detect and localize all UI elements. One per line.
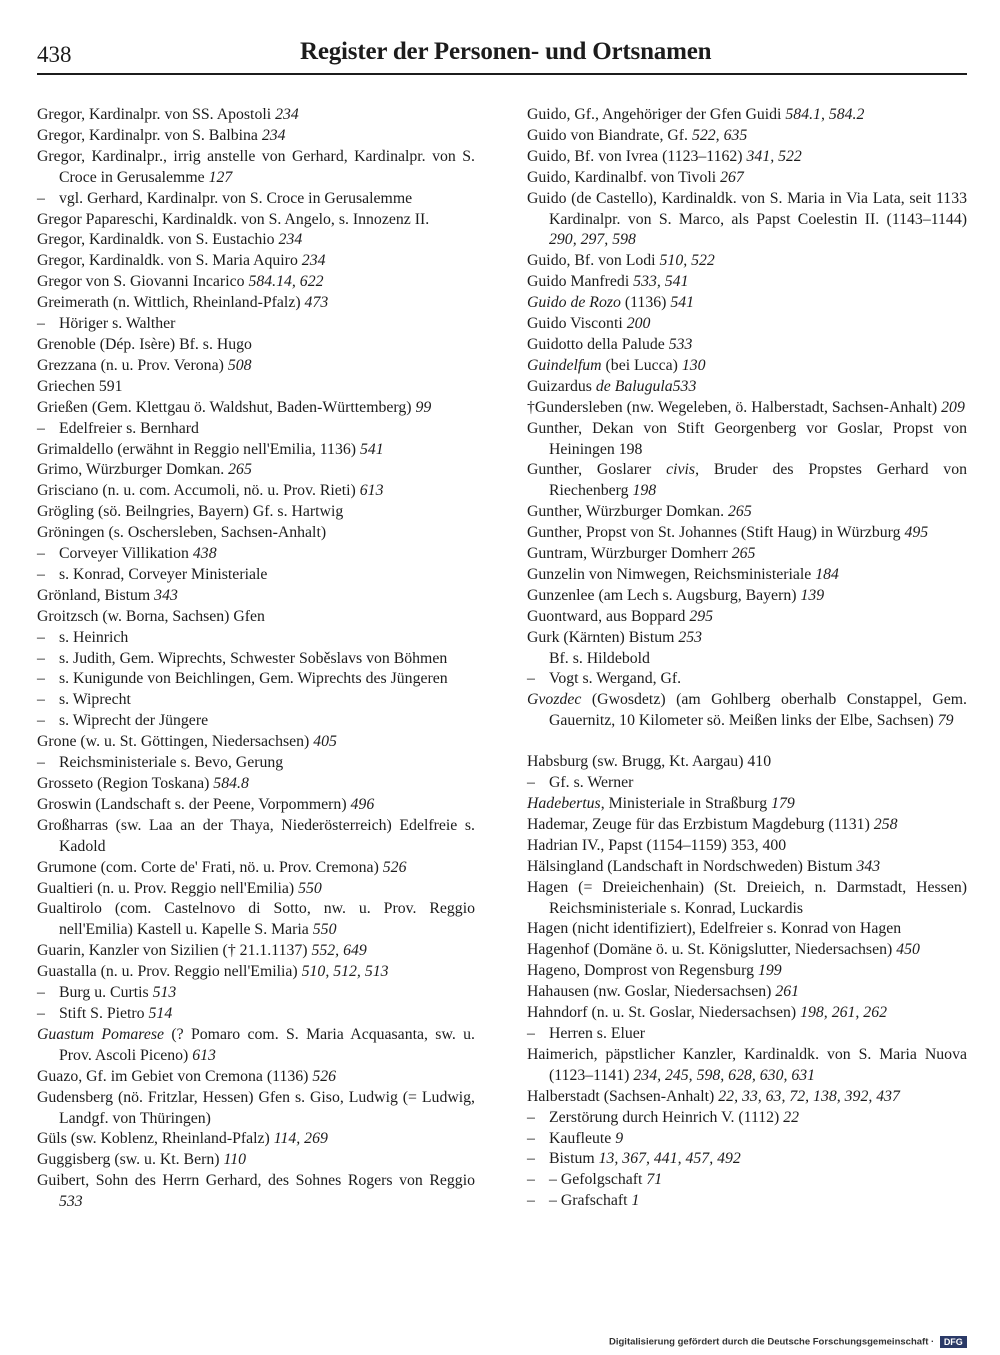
entry-italic-term: Gvozdec xyxy=(527,691,582,709)
entry-text: Guastalla (n. u. Prov. Reggio nell'Emilia) xyxy=(37,963,302,981)
entry-text: Zerstörung durch Heinrich V. (1112) xyxy=(549,1108,784,1126)
page-reference: 541 xyxy=(670,294,695,312)
page-reference: 139 xyxy=(800,586,825,604)
page-reference: 199 xyxy=(757,962,782,980)
entry-text: Hademar, Zeuge für das Erzbistum Magdeburg (1131) xyxy=(527,815,874,833)
page-reference: 510, 512, 513 xyxy=(301,963,389,981)
index-entry xyxy=(37,586,475,607)
entry-text: Gf. s. Werner xyxy=(549,774,634,792)
index-entry xyxy=(37,941,475,962)
index-entry xyxy=(37,983,475,1004)
page-reference: 127 xyxy=(208,168,233,186)
entry-gap xyxy=(527,732,967,752)
page-reference: 510, 522 xyxy=(659,252,715,270)
index-entry xyxy=(37,147,475,189)
page-reference: 541 xyxy=(359,440,384,458)
entry-italic-term: Guastum Pomarese xyxy=(37,1025,164,1043)
index-entry xyxy=(527,565,967,586)
page-reference: 258 xyxy=(873,815,898,833)
entry-text: (1136) xyxy=(620,294,671,312)
index-entry xyxy=(527,147,967,168)
page-reference: 496 xyxy=(350,795,375,813)
page-reference: 295 xyxy=(689,607,714,625)
page-reference: 405 xyxy=(313,733,337,751)
index-entry xyxy=(37,544,475,565)
index-entry xyxy=(37,690,475,711)
entry-text: Guibert, Sohn des Herrn Gerhard, des Sohnes Rogers von Reggio xyxy=(37,1172,475,1190)
entry-text: Grone (w. u. St. Göttingen, Niedersachsen) xyxy=(37,733,314,751)
index-entry xyxy=(527,335,967,356)
entry-text: Gregor, Kardinalpr., irrig anstelle von Gerhard, Kardinalpr. von S. Croce in Gerusalemme xyxy=(37,147,475,186)
index-entry xyxy=(527,649,967,670)
left-column xyxy=(37,105,475,1213)
entry-text: Hagen (nicht identifiziert), Edelfreier s. Konrad von Hagen xyxy=(527,920,902,938)
index-entry xyxy=(527,773,967,794)
page-reference: 584.14, 622 xyxy=(248,273,324,291)
entry-text: Gurk (Kärnten) Bistum xyxy=(527,628,679,646)
page-number: 438 xyxy=(37,42,72,67)
index-entry xyxy=(37,879,475,900)
page-reference: 343 xyxy=(154,586,178,604)
page-reference: 71 xyxy=(646,1171,663,1189)
index-entry xyxy=(527,460,967,502)
page-reference: 533 xyxy=(59,1193,83,1211)
entry-text: Großharras (sw. Laa an der Thaya, Niederösterreich) Edelfreie s. Kadold xyxy=(37,816,475,855)
index-entry xyxy=(37,481,475,502)
entry-text: Guido Manfredi xyxy=(527,273,634,291)
page-reference: 110 xyxy=(223,1151,247,1169)
index-entry xyxy=(37,962,475,983)
entry-text: Greimerath (n. Wittlich, Rheinland-Pfalz) xyxy=(37,294,305,312)
entry-text: Vogt s. Wergand, Gf. xyxy=(549,670,682,688)
index-entry xyxy=(527,1045,967,1087)
index-entry xyxy=(527,398,967,419)
entry-text: Reichsministeriale s. Bevo, Gerung xyxy=(59,754,284,772)
index-entry xyxy=(37,732,475,753)
index-entry xyxy=(37,753,475,774)
entry-text: Guido (de Castello), Kardinaldk. von S. Maria in Via Lata, seit 1133 Kardinalpr. von S. Marco, als Papst Coelestin II. (1143–1144) xyxy=(527,189,967,228)
index-entry xyxy=(527,189,967,252)
page-reference: 198, 261, 262 xyxy=(800,1004,887,1022)
index-entry xyxy=(527,1191,967,1212)
index-entry xyxy=(37,1004,475,1025)
entry-text: Grimaldello (erwähnt in Reggio nell'Emilia, 1136) xyxy=(37,440,360,458)
page-reference: 552, 649 xyxy=(311,942,367,960)
entry-text: Guido, Gf., Angehöriger der Gfen Guidi xyxy=(527,106,786,123)
page-reference: 526 xyxy=(382,858,407,876)
entry-text: Grenoble (Dép. Isère) Bf. s. Hugo xyxy=(37,335,252,353)
page-reference: 533, 541 xyxy=(633,273,689,291)
page-reference: 99 xyxy=(415,398,432,416)
page-reference: 1 xyxy=(631,1192,640,1210)
entry-text: Hahausen (nw. Goslar, Niedersachsen) xyxy=(527,983,776,1001)
index-entry xyxy=(527,126,967,147)
entry-text: Guontward, aus Boppard xyxy=(527,607,690,625)
index-entry xyxy=(37,356,475,377)
entry-text: Burg u. Curtis xyxy=(59,984,153,1002)
page-reference: 533 xyxy=(672,377,697,395)
entry-text: Guidotto della Palude xyxy=(527,335,669,353)
entry-text: Höriger s. Walther xyxy=(59,315,176,333)
page-reference: 114, 269 xyxy=(273,1130,328,1148)
entry-text: Grosseto (Region Toskana) xyxy=(37,775,214,792)
index-entry xyxy=(37,502,475,523)
index-entry xyxy=(37,1088,475,1130)
footer-text: Digitalisierung gefördert durch die Deutsche Forschungsgemeinschaft · xyxy=(609,1336,935,1348)
index-entry xyxy=(527,961,967,982)
page-reference: 584.8 xyxy=(213,775,249,792)
entry-text: Griechen 591 xyxy=(37,377,123,395)
page-reference: 179 xyxy=(771,795,795,812)
entry-text: s. Judith, Gem. Wiprechts, Schwester Soběslavs von Böhmen xyxy=(59,649,448,667)
page-reference: 584.1, 584.2 xyxy=(785,106,865,123)
page-reference: 22 xyxy=(783,1108,800,1126)
entry-text: Grisciano (n. u. com. Accumoli, nö. u. Prov. Rieti) xyxy=(37,482,360,500)
page-reference: 290, 297, 598 xyxy=(549,231,636,249)
entry-text: Corveyer Villikation xyxy=(59,545,193,563)
entry-text: Hahndorf (n. u. St. Goslar, Niedersachsen) xyxy=(527,1004,801,1022)
index-entry xyxy=(37,272,475,293)
index-entry xyxy=(37,230,475,251)
index-entry xyxy=(527,105,967,126)
entry-text: Groitzsch (w. Borna, Sachsen) Gfen xyxy=(37,607,265,625)
entry-text: Haimerich, päpstlicher Kanzler, Kardinaldk. von S. Maria Nuova (1123–1141) xyxy=(527,1045,967,1084)
index-entry xyxy=(527,878,967,920)
entry-text: Stift S. Pietro xyxy=(59,1004,149,1022)
page-reference: 234 xyxy=(275,106,299,123)
entry-text: Gunzelin von Nimwegen, Reichsministeriale xyxy=(527,565,816,583)
entry-text: Hageno, Domprost von Regensburg xyxy=(527,962,758,980)
entry-text: Gunther, Goslarer xyxy=(527,461,667,479)
page-reference: 22, 33, 63, 72, 138, 392, 437 xyxy=(718,1087,900,1105)
entry-text: Gregor, Kardinaldk. von S. Maria Aquiro xyxy=(37,252,302,270)
index-entry xyxy=(37,795,475,816)
index-entry xyxy=(37,210,475,231)
entry-text: Hälsingland (Landschaft in Nordschweden) Bistum xyxy=(527,857,857,875)
entry-text: Guido von Biandrate, Gf. xyxy=(527,126,692,144)
index-entry xyxy=(37,460,475,481)
entry-text: vgl. Gerhard, Kardinalpr. von S. Croce in Gerusalemme xyxy=(59,189,413,207)
index-entry xyxy=(527,502,967,523)
entry-text: Gregor von S. Giovanni Incarico xyxy=(37,273,249,291)
index-entry xyxy=(527,919,967,940)
index-entry xyxy=(527,628,967,649)
entry-text: Kaufleute xyxy=(549,1129,616,1147)
index-entry xyxy=(37,377,475,398)
index-entry xyxy=(527,1149,967,1170)
page-reference: 533 xyxy=(668,335,693,353)
page-reference: 550 xyxy=(312,921,337,939)
page-reference: 526 xyxy=(312,1067,337,1085)
entry-text: Grumone (com. Corte de' Frati, nö. u. Prov. Cremona) xyxy=(37,858,383,876)
index-entry xyxy=(527,544,967,565)
index-entry xyxy=(527,982,967,1003)
index-entry xyxy=(37,628,475,649)
entry-text: Gudensberg (nö. Fritzlar, Hessen) Gfen s. Giso, Ludwig (= Ludwig, Landgf. von Thüringen) xyxy=(37,1088,475,1127)
entry-text: Hadrian IV., Papst (1154–1159) 353, 400 xyxy=(527,836,787,854)
right-column xyxy=(527,105,967,1212)
index-entry xyxy=(527,168,967,189)
entry-text: Gröningen (s. Oschersleben, Sachsen-Anhalt) xyxy=(37,524,327,542)
page-reference: 79 xyxy=(937,712,954,730)
index-entry xyxy=(37,816,475,858)
index-entry xyxy=(527,251,967,272)
index-entry xyxy=(37,440,475,461)
page-reference: 209 xyxy=(941,398,965,416)
index-entry xyxy=(37,398,475,419)
index-entry xyxy=(37,1025,475,1067)
entry-text: Guizardus xyxy=(527,377,596,395)
index-entry xyxy=(527,419,967,461)
page-reference: 495 xyxy=(904,524,929,542)
entry-text: (bei Lucca) xyxy=(601,356,682,374)
page-reference: 267 xyxy=(720,168,744,186)
page-reference: 13, 367, 441, 457, 492 xyxy=(598,1150,741,1168)
index-entry xyxy=(37,251,475,272)
page-reference: 130 xyxy=(681,356,706,374)
entry-text: Bistum xyxy=(549,1150,599,1168)
entry-text: Grönland, Bistum xyxy=(37,586,155,604)
index-entry xyxy=(527,940,967,961)
entry-text: Gregor Papareschi, Kardinaldk. von S. Angelo, s. Innozenz II. xyxy=(37,210,430,228)
entry-italic-term: Guido de Rozo xyxy=(527,294,621,312)
index-entry xyxy=(527,836,967,857)
entry-italic-term: civis xyxy=(666,461,696,479)
entry-text: Guarin, Kanzler von Sizilien († 21.1.1137) xyxy=(37,942,312,960)
page-reference: 234 xyxy=(261,126,286,144)
index-entry xyxy=(527,314,967,335)
entry-text: Güls (sw. Koblenz, Rheinland-Pfalz) xyxy=(37,1130,274,1148)
page-reference: 234 xyxy=(278,231,303,249)
index-entry xyxy=(37,858,475,879)
entry-text: Gunther, Würzburger Domkan. xyxy=(527,503,729,521)
entry-text: Gunther, Dekan von Stift Georgenberg vor Goslar, Propst von Heiningen 198 xyxy=(527,419,967,458)
index-entry xyxy=(527,669,967,690)
entry-text: , Ministeriale in Straßburg xyxy=(600,795,772,812)
entry-text: Grimo, Würzburger Domkan. xyxy=(37,461,229,479)
index-entry xyxy=(527,794,967,815)
index-entry xyxy=(37,419,475,440)
entry-text: s. Kunigunde von Beichlingen, Gem. Wiprechts des Jüngeren xyxy=(59,670,448,688)
page-reference: 550 xyxy=(298,879,322,897)
index-entry xyxy=(527,857,967,878)
index-entry xyxy=(37,565,475,586)
entry-text: s. Wiprecht xyxy=(59,691,131,709)
entry-text: Guido Visconti xyxy=(527,315,627,333)
header-rule xyxy=(37,73,967,75)
page-reference: 514 xyxy=(148,1004,173,1022)
entry-italic-term: Hadebertus xyxy=(527,795,601,812)
index-entry xyxy=(37,774,475,795)
entry-italic-term: de Balugula xyxy=(595,377,673,395)
index-entry xyxy=(527,523,967,544)
index-entry xyxy=(37,335,475,356)
entry-text: Guido, Kardinalbf. von Tivoli xyxy=(527,168,721,186)
entry-text: , Bruder des Propstes Gerhard von Riechenberg xyxy=(549,461,967,500)
entry-text: Edelfreier s. Bernhard xyxy=(59,419,199,437)
index-entry xyxy=(527,1003,967,1024)
entry-text: Gualtirolo (com. Castelnovo di Sotto, nw. u. Prov. Reggio nell'Emilia) Kastell u. Kapelle S. Maria xyxy=(37,900,475,939)
entry-text: Guazo, Gf. im Gebiet von Cremona (1136) xyxy=(37,1067,313,1085)
entry-text: s. Wiprecht der Jüngere xyxy=(59,712,209,730)
entry-text: Bf. s. Hildebold xyxy=(549,649,650,667)
index-entry xyxy=(37,523,475,544)
running-head: Register der Personen- und Ortsnamen xyxy=(300,38,712,65)
entry-text: Guntram, Würzburger Domherr xyxy=(527,545,732,563)
page-reference: 343 xyxy=(856,857,881,875)
index-entry xyxy=(527,690,967,732)
page-reference: 450 xyxy=(896,941,920,959)
entry-text: (Gwosdetz) (am Gohlberg oberhalb Constappel, Gem. Gauernitz, 10 Kilometer sö. Meißen links der Elbe, Sachsen) xyxy=(549,691,967,730)
footer xyxy=(609,1336,967,1348)
page-reference: 473 xyxy=(304,294,329,312)
index-entry xyxy=(37,105,475,126)
entry-text: Gunzenlee (am Lech s. Augsburg, Bayern) xyxy=(527,586,801,604)
entry-text: Grögling (sö. Beilngries, Bayern) Gf. s. Hartwig xyxy=(37,503,344,521)
entry-text: Guido, Bf. von Ivrea (1123–1162) xyxy=(527,147,747,165)
index-entry xyxy=(527,607,967,628)
page-reference: 613 xyxy=(192,1046,216,1064)
entry-text: – Gefolgschaft xyxy=(549,1171,647,1189)
index-entry xyxy=(37,711,475,732)
index-entry xyxy=(37,1129,475,1150)
index-entry xyxy=(37,126,475,147)
index-entry xyxy=(527,1024,967,1045)
entry-text: Halberstadt (Sachsen-Anhalt) xyxy=(527,1087,719,1105)
page-reference: 9 xyxy=(615,1129,624,1147)
page-reference: 265 xyxy=(228,461,252,479)
entry-text: Grezzana (n. u. Prov. Verona) xyxy=(37,356,228,374)
entry-text: †Gundersleben (nw. Wegeleben, ö. Halberstadt, Sachsen-Anhalt) xyxy=(527,398,942,416)
entry-text: Hagenhof (Domäne ö. u. St. Königslutter, Niedersachsen) xyxy=(527,941,897,959)
page-reference: 341, 522 xyxy=(746,147,802,165)
index-entry xyxy=(527,586,967,607)
entry-text: Habsburg (sw. Brugg, Kt. Aargau) 410 xyxy=(527,753,772,771)
index-entry xyxy=(37,1067,475,1088)
page-reference: 522, 635 xyxy=(691,126,748,144)
index-entry xyxy=(37,607,475,628)
page-reference: 234 xyxy=(301,252,326,270)
index-entry xyxy=(527,293,967,314)
entry-text: (? Pomaro com. S. Maria Acquasanta, sw. u. Prov. Ascoli Piceno) xyxy=(59,1025,475,1064)
page-reference: 253 xyxy=(678,628,703,646)
entry-text: Herren s. Eluer xyxy=(549,1024,646,1042)
entry-text: Guggisberg (sw. u. Kt. Bern) xyxy=(37,1151,224,1169)
index-entry xyxy=(37,189,475,210)
page-reference: 265 xyxy=(728,503,752,521)
entry-text: Hagen (= Dreieichenhain) (St. Dreieich, n. Darmstadt, Hessen) Reichsministeriale s. Konrad, Luckardis xyxy=(527,878,967,917)
index-entry xyxy=(527,752,967,773)
page-reference: 265 xyxy=(731,545,756,563)
index-entry xyxy=(37,669,475,690)
entry-text: Gualtieri (n. u. Prov. Reggio nell'Emilia) xyxy=(37,879,299,897)
page-reference: 508 xyxy=(227,356,252,374)
index-entry xyxy=(527,1129,967,1150)
entry-text: Gregor, Kardinalpr. von SS. Apostoli xyxy=(37,106,276,123)
page-reference: 234, 245, 598, 628, 630, 631 xyxy=(633,1066,816,1084)
index-entry xyxy=(527,356,967,377)
index-entry xyxy=(527,1108,967,1129)
index-entry xyxy=(527,1087,967,1108)
index-entry xyxy=(527,377,967,398)
page-reference: 198 xyxy=(632,482,657,500)
index-entry xyxy=(37,899,475,941)
page-reference: 513 xyxy=(152,984,177,1002)
page-reference: 438 xyxy=(192,545,217,563)
index-entry xyxy=(37,649,475,670)
dfg-logo: DFG xyxy=(940,1336,967,1348)
index-entry xyxy=(527,1170,967,1191)
page-reference: 200 xyxy=(626,315,651,333)
entry-text: Grießen (Gem. Klettgau ö. Waldshut, Baden-Württemberg) xyxy=(37,398,416,416)
page-reference: 184 xyxy=(815,565,839,583)
entry-italic-term: Guindelfum xyxy=(527,356,602,374)
page-reference: 261 xyxy=(775,983,800,1001)
index-entry xyxy=(37,1150,475,1171)
index-entry xyxy=(37,293,475,314)
page-reference: 613 xyxy=(359,482,384,500)
entry-text: s. Konrad, Corveyer Ministeriale xyxy=(59,565,268,583)
entry-text: Gunther, Propst von St. Johannes (Stift Haug) in Würzburg xyxy=(527,524,905,542)
index-entry xyxy=(527,815,967,836)
index-entry xyxy=(527,272,967,293)
index-entry xyxy=(37,1171,475,1213)
entry-text: s. Heinrich xyxy=(59,628,129,646)
entry-text: Gregor, Kardinaldk. von S. Eustachio xyxy=(37,231,279,249)
entry-text: Guido, Bf. von Lodi xyxy=(527,252,660,270)
entry-text: – Grafschaft xyxy=(549,1192,632,1210)
entry-text: Gregor, Kardinalpr. von S. Balbina xyxy=(37,126,262,144)
index-entry xyxy=(37,314,475,335)
entry-text: Groswin (Landschaft s. der Peene, Vorpommern) xyxy=(37,795,351,813)
